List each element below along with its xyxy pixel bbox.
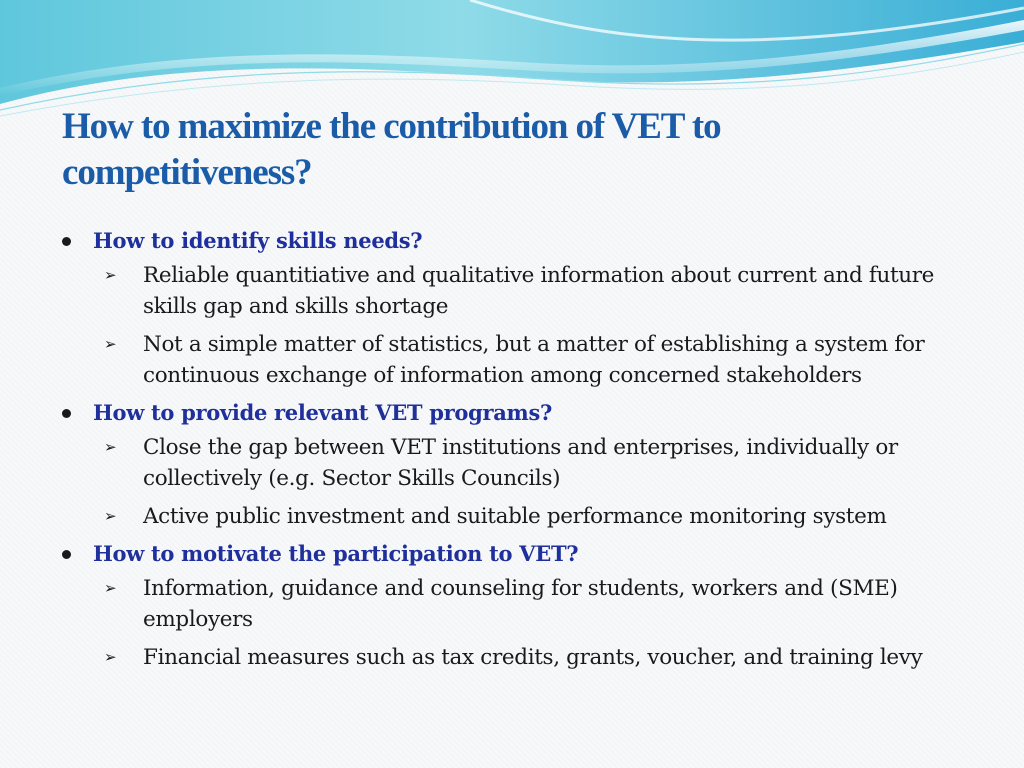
bullet-section [60, 226, 990, 391]
bullet-section [60, 539, 990, 673]
sub-bullet [60, 260, 990, 322]
sub-bullet [60, 573, 990, 635]
sub-bullet-text: Close the gap between VET institutions and enterprises, individually or collectively (e.g. Sector Skills Councils) [143, 435, 898, 491]
question-text: How to provide relevant VET programs? [93, 400, 552, 425]
bullet-section [60, 398, 990, 532]
sub-bullet [60, 501, 990, 532]
sub-bullet [60, 432, 990, 494]
bullet-dot-icon [62, 237, 71, 246]
decorative-wave-banner [0, 0, 1024, 120]
question-text: How to identify skills needs? [93, 228, 423, 253]
arrow-bullet-icon: ➢ [104, 579, 117, 597]
bullet-dot-icon [62, 409, 71, 418]
question-bullet [60, 398, 990, 432]
arrow-bullet-icon: ➢ [104, 507, 117, 525]
question-bullet [60, 539, 990, 573]
sub-bullet-text: Reliable quantitiative and qualitative information about current and future skills gap and skills shortage [143, 263, 935, 319]
slide-title: How to maximize the contribution of VET to competitiveness? [62, 106, 721, 193]
arrow-bullet-icon: ➢ [104, 438, 117, 456]
sub-bullet [60, 642, 990, 673]
sub-bullet-text: Active public investment and suitable performance monitoring system [143, 504, 887, 529]
arrow-bullet-icon: ➢ [104, 335, 117, 353]
sub-bullet-text: Information, guidance and counseling for students, workers and (SME) employers [143, 576, 898, 632]
question-text: How to motivate the participation to VET? [93, 541, 579, 566]
sub-bullet [60, 329, 990, 391]
sub-bullet-text: Not a simple matter of statistics, but a matter of establishing a system for continuous exchange of information among concerned stakeholders [143, 332, 925, 388]
arrow-bullet-icon: ➢ [104, 266, 117, 284]
question-bullet [60, 226, 990, 260]
bullet-dot-icon [62, 550, 71, 559]
sub-bullet-text: Financial measures such as tax credits, grants, voucher, and training levy [143, 645, 923, 670]
arrow-bullet-icon: ➢ [104, 648, 117, 666]
bullet-list [60, 226, 990, 680]
